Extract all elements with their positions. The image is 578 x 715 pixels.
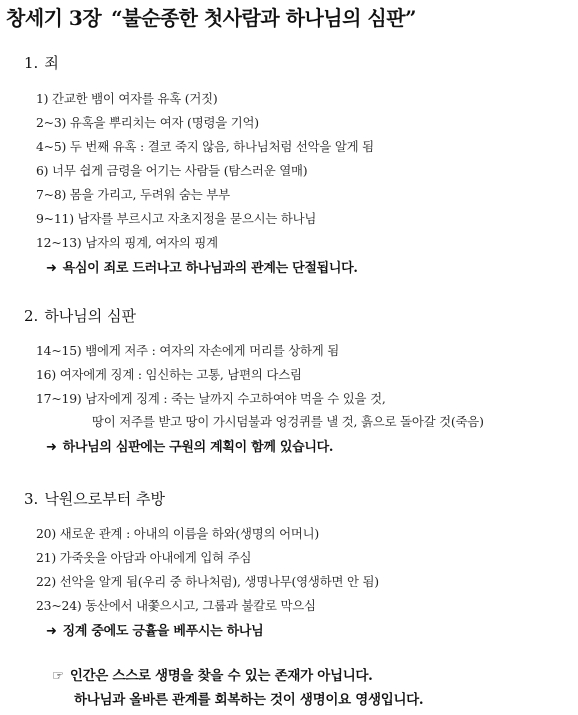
list-item: 6) 너무 쉽게 금령을 어기는 사람들 (탐스러운 열매) xyxy=(36,163,308,178)
section-3-heading xyxy=(24,488,165,509)
final-text: 인간은 스스로 생명을 찾을 수 있는 존재가 아닙니다. xyxy=(69,668,373,684)
arrow-icon: ➜ xyxy=(46,440,57,455)
conclusion-text: 징계 중에도 긍휼을 베푸시는 하나님 xyxy=(62,624,264,639)
arrow-icon: ➜ xyxy=(46,624,57,639)
section-number: 3. xyxy=(24,490,39,508)
conclusion-text: 욕심이 죄로 드러나고 하나님과의 관계는 단절됩니다. xyxy=(62,261,358,276)
list-item: 1) 간교한 뱀이 여자를 유혹 (거짓) xyxy=(36,91,218,106)
section-1-conclusion xyxy=(46,257,358,276)
list-item-continuation: 땅이 저주를 받고 땅이 가시덤불과 엉겅퀴를 낼 것, 흙으로 돌아갈 것(죽음) xyxy=(92,414,484,429)
section-title: 하나님의 심판 xyxy=(44,307,137,325)
list-item: 12~13) 남자의 핑계, 여자의 핑계 xyxy=(36,235,218,250)
chapter-label: 창세기 3장 xyxy=(6,6,102,30)
list-item: 17~19) 남자에게 징계 : 죽는 날까지 수고하여야 먹을 수 있을 것, xyxy=(36,391,386,406)
section-2-heading xyxy=(24,305,136,326)
section-number: 2. xyxy=(24,307,39,325)
section-1-heading xyxy=(24,52,59,73)
list-item: 9~11) 남자를 부르시고 자초지정을 묻으시는 하나님 xyxy=(36,211,317,226)
list-item: 20) 새로운 관계 : 아내의 이름을 하와(생명의 어머니) xyxy=(36,526,320,541)
conclusion-text: 하나님의 심판에는 구원의 계획이 함께 있습니다. xyxy=(62,440,334,455)
page-title xyxy=(6,2,416,31)
section-3-conclusion xyxy=(46,620,263,639)
list-item: 21) 가죽옷을 아담과 아내에게 입혀 주심 xyxy=(36,550,252,565)
pointing-hand-icon: ☞ xyxy=(52,668,64,684)
list-item: 4~5) 두 번째 유혹 : 결코 죽지 않음, 하나님처럼 선악을 알게 됨 xyxy=(36,139,374,154)
arrow-icon: ➜ xyxy=(46,261,57,276)
section-number: 1. xyxy=(24,54,39,72)
list-item: 7~8) 몸을 가리고, 두려워 숨는 부부 xyxy=(36,187,230,202)
title-subtitle: “불순종한 첫사람과 하나님의 심판” xyxy=(111,6,417,30)
final-statement-line-2 xyxy=(74,688,423,708)
section-2-conclusion xyxy=(46,436,333,455)
list-item: 16) 여자에게 징계 : 임신하는 고통, 남편의 다스림 xyxy=(36,367,302,382)
section-title: 죄 xyxy=(44,54,59,72)
list-item: 22) 선악을 알게 됨(우리 중 하나처럼), 생명나무(영생하면 안 됨) xyxy=(36,574,379,589)
list-item: 14~15) 뱀에게 저주 : 여자의 자손에게 머리를 상하게 됨 xyxy=(36,343,340,358)
final-statement-line-1 xyxy=(52,664,373,684)
section-title: 낙원으로부터 추방 xyxy=(44,490,166,508)
list-item: 23~24) 동산에서 내쫓으시고, 그룹과 불칼로 막으심 xyxy=(36,598,316,613)
final-text: 하나님과 올바른 관계를 회복하는 것이 생명이요 영생입니다. xyxy=(74,692,424,708)
list-item: 2~3) 유혹을 뿌리치는 여자 (명령을 기억) xyxy=(36,115,259,130)
